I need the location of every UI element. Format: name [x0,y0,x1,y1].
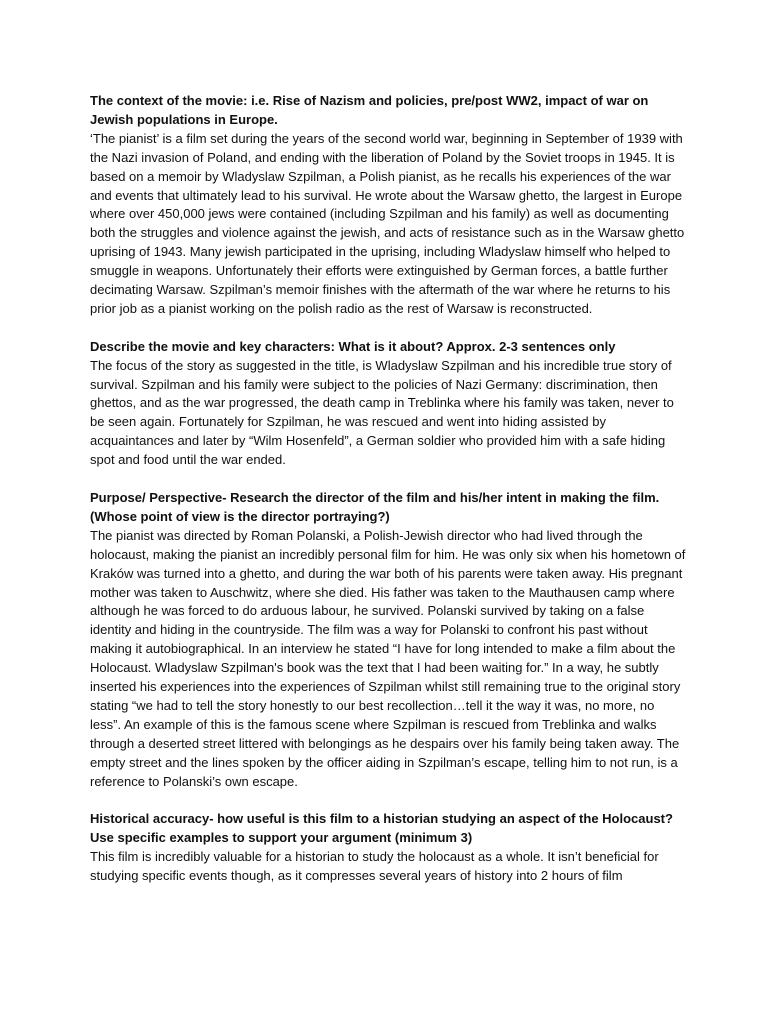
section-heading: Describe the movie and key characters: What is it about? Approx. 2-3 sentences only [90,338,616,354]
section-context [90,92,688,319]
section-body: The pianist was directed by Roman Polanski, a Polish-Jewish director who had lived through the holocaust, making the pianist an incredibly personal film for him. He was only six when his hometown of Kraków was turned into a ghetto, and during the war both of his parents were taken away. His pregnant mother was taken to Auschwitz, where she died. His father was taken to the Mauthausen camp where although he was forced to do arduous labour, he survived. Polanski survived by taking on a false identity and hiding in the countryside. The film was a way for Polanski to confront his past without making it autobiographical. In an interview he stated “I have for long intended to make a film about the Holocaust. Wladyslaw Szpilman's book was the text that I had been waiting for.” In a way, he subtly inserted his experiences into the experiences of Szpilman whilst still remaining true to the original story stating “we had to tell the story honestly to our best recollection…tell it the way it was, no more, no less”. An example of this is the famous scene where Szpilman is rescued from Treblinka and walks through a deserted street littered with belongings as he despairs over his family being taken away. The empty street and the lines spoken by the officer aiding in Szpilman’s escape, telling him to not run, is a reference to Polanski’s own escape. [90,527,686,789]
section-heading: Historical accuracy- how useful is this film to a historian studying an aspect of the Holocaust? Use specific examples to support your argument (minimum 3) [90,811,673,846]
section-accuracy [90,810,688,886]
section-heading: Purpose/ Perspective- Research the director of the film and his/her intent in making the film. (Whose point of view is the director portraying?) [90,490,660,524]
section-body: This film is incredibly valuable for a historian to study the holocaust as a whole. It isn’t beneficial for studying specific events though, as it compresses several years of history into 2 hours of film [90,849,659,884]
section-heading: The context of the movie: i.e. Rise of Nazism and policies, pre/post WW2, impact of war on Jewish populations in Europe. [90,93,649,127]
section-purpose [90,489,688,792]
section-body: ‘The pianist’ is a film set during the years of the second world war, beginning in September of 1939 with the Nazi invasion of Poland, and ending with the liberation of Poland by the Soviet troops in 1945. It is based on a memoir by Wladyslaw Szpilman, a Polish pianist, as he recalls his experiences of the war and events that ultimately lead to his survival. He wrote about the Warsaw ghetto, the largest in Europe where over 450,000 jews were contained (including Szpilman and his family) as well as documenting both the struggles and violence against the jewish, and acts of resistance such as in the Warsaw ghetto uprising of 1943. Many jewish participated in the uprising, including Wladyslaw himself who helped to smuggle in weapons. Unfortunately their efforts were extinguished by German forces, a battle further decimating Warsaw. Szpilman’s memoir finishes with the aftermath of the war where he returns to his prior job as a pianist working on the polish radio as the rest of Warsaw is reconstructed. [90,130,685,316]
section-body: The focus of the story as suggested in the title, is Wladyslaw Szpilman and his incredible true story of survival. Szpilman and his family were subject to the policies of Nazi Germany: discrimination, then ghettos, and as the war progressed, the death camp in Treblinka where his family was taken, never to be seen again. Fortunately for Szpilman, he was rescued and went into hiding assisted by acquaintances and later by “Wilm Hosenfeld”, a German soldier who provided him with a safe hiding spot and food until the war ended. [90,357,674,468]
document-page [90,92,688,905]
section-describe [90,338,688,470]
